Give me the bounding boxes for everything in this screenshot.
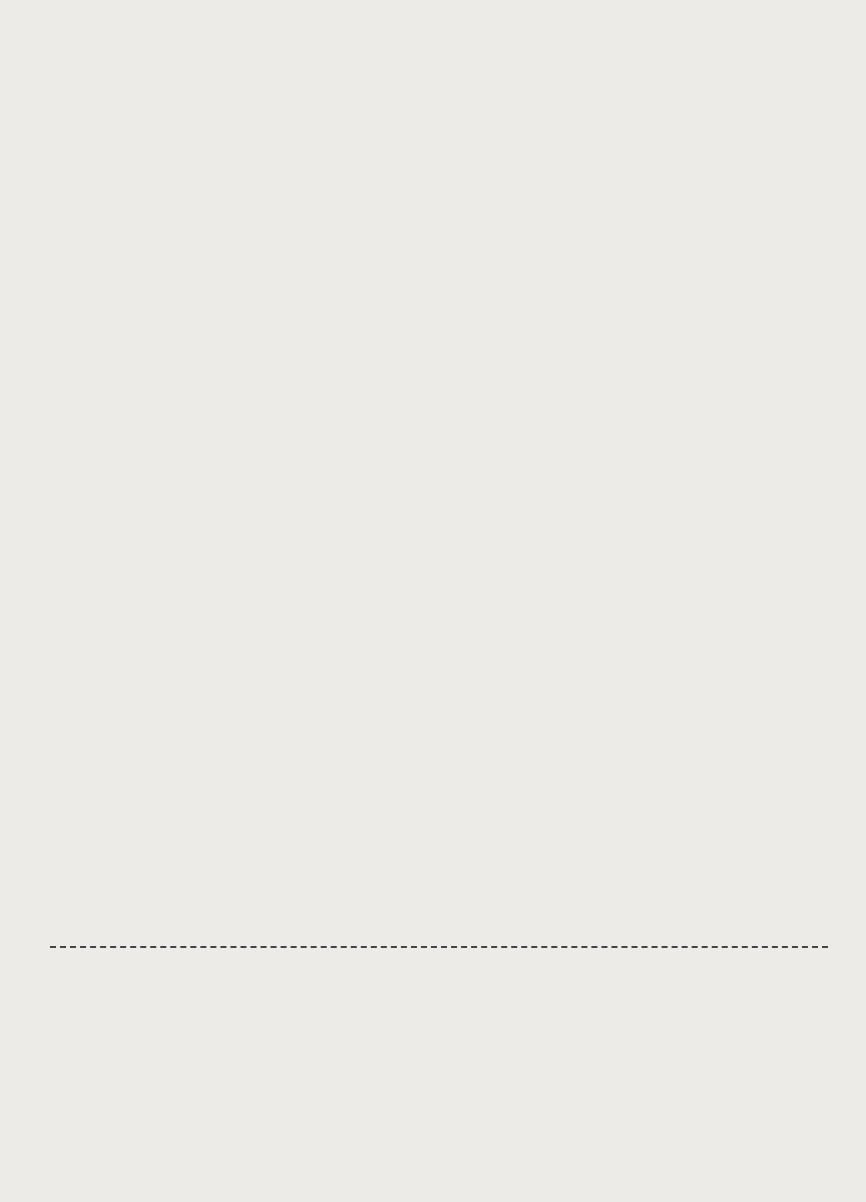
bottom-dashed-rule [50, 946, 828, 948]
